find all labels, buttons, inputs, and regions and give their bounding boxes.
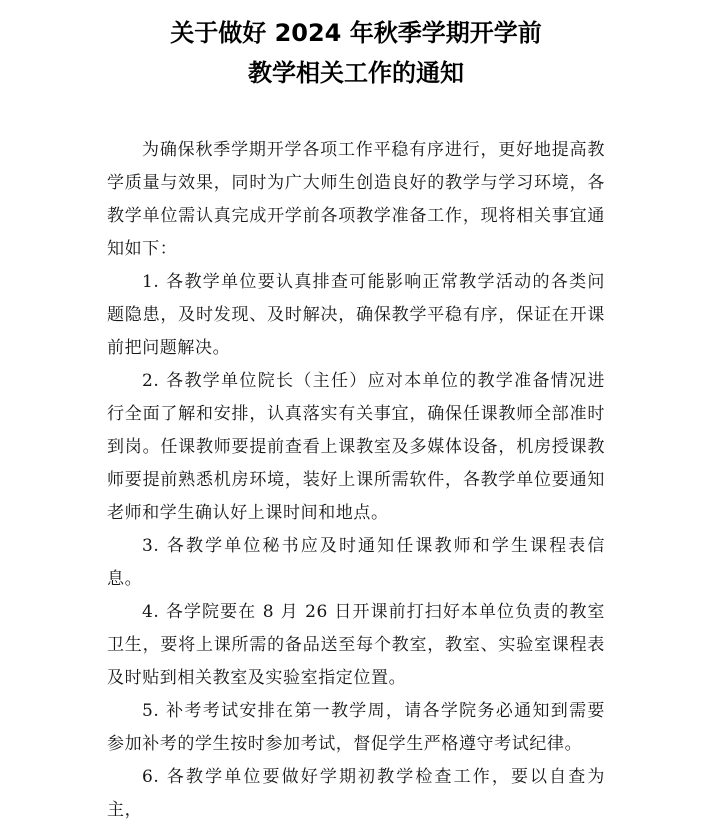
item-4-paragraph: 4. 各学院要在 8 月 26 日开课前打扫好本单位负责的教室卫生，要将上课所需的备品送至每个教室，教室、实验室课程表及时贴到相关教室及实验室指定位置。 (107, 602, 605, 688)
item-2-paragraph: 2. 各教学单位院长（主任）应对本单位的教学准备情况进行全面了解和安排，认真落实有关事宜，确保任课教师全部准时到岗。任课教师要提前查看上课教室及多媒体设备，机房授课教师要提前熟悉机房环境，装好上课所需软件，各教学单位要通知老师和学生确认好上课时间和地点。 (107, 371, 605, 523)
item-6-paragraph: 6. 各教学单位要做好学期初教学检查工作，要以自查为主， (107, 767, 605, 820)
document-body (107, 134, 605, 827)
item-3-paragraph: 3. 各教学单位秘书应及时通知任课教师和学生课程表信息。 (107, 536, 605, 589)
document-title-line-1: 关于做好 2024 年秋季学期开学前 (170, 19, 542, 47)
intro-paragraph: 为确保秋季学期开学各项工作平稳有序进行，更好地提高教学质量与效果，同时为广大师生创造良好的教学与学习环境，各教学单位需认真完成开学前各项教学准备工作，现将相关事宜通知如下： (107, 140, 605, 259)
document-title-line-2: 教学相关工作的通知 (248, 59, 464, 87)
item-1-paragraph: 1. 各教学单位要认真排查可能影响正常教学活动的各类问题隐患，及时发现、及时解决，确保教学平稳有序，保证在开课前把问题解决。 (107, 272, 605, 358)
item-5-paragraph: 5. 补考考试安排在第一教学周，请各学院务必通知到需要参加补考的学生按时参加考试，督促学生严格遵守考试纪律。 (107, 701, 605, 754)
